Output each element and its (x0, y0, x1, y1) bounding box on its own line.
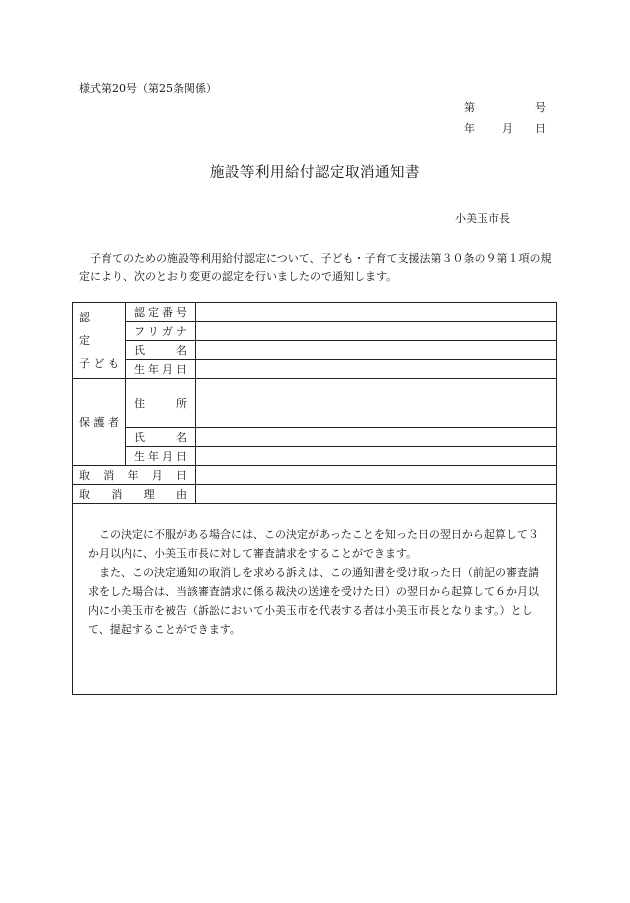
revoke-date-value (196, 466, 557, 485)
guardian-birth-value (196, 447, 557, 466)
revoke-date-label (73, 466, 196, 485)
revoke-date-text: 取消年月日 (79, 469, 187, 482)
child-name-text: 氏名 (134, 344, 187, 357)
document-title: 施設等利用給付認定取消通知書 (210, 165, 420, 181)
certification-table (72, 302, 557, 504)
child-birth-value (196, 360, 557, 379)
child-group-label (73, 303, 126, 379)
cert-number-text: 認定番号 (134, 306, 187, 319)
notice-paragraph-2: また、この決定通知の取消しを求める訴えは、この通知書を受け取った日（前記の審査請求をした場合は、当該審査請求に係る裁決の送達を受けた日）の翌日から起算して６か月以内に小美玉市を被告（訴訟において小美玉市を代表する者は小美玉市長となります。）として、提起することができます。 (88, 566, 539, 636)
child-group-line1: 認 定 (79, 311, 112, 347)
number-prefix: 第 (464, 101, 475, 114)
furigana-value (196, 322, 557, 341)
intro-paragraph: 子育てのための施設等利用給付認定について、子ども・子育て支援法第３０条の９第１項の規定により、次のとおり変更の認定を行いましたので通知します。 (79, 252, 552, 283)
revoke-reason-value (196, 485, 557, 504)
guardian-group-label (73, 379, 126, 466)
child-birth-label (126, 360, 196, 379)
notice-paragraph-1: この決定に不服がある場合には、この決定があったことを知った日の翌日から起算して３か月以内に、小美玉市長に対して審査請求をすることができます。 (88, 528, 539, 560)
guardian-name-text: 氏名 (134, 431, 187, 444)
issuer: 小美玉市長 (455, 212, 510, 225)
revoke-reason-text: 取消理由 (79, 488, 187, 501)
date-year: 年 (464, 122, 475, 135)
child-group-line2: 子ども (79, 357, 119, 370)
address-value (196, 379, 557, 428)
revoke-reason-label (73, 485, 196, 504)
address-text: 住所 (134, 397, 187, 410)
date-month: 月 (502, 122, 513, 135)
guardian-name-value (196, 428, 557, 447)
child-name-label (126, 341, 196, 360)
guardian-group-text: 保護者 (79, 416, 119, 429)
intro-text (79, 250, 559, 286)
cert-number-label (126, 303, 196, 322)
number-suffix: 号 (535, 101, 546, 114)
guardian-birth-text: 生年月日 (134, 450, 187, 463)
form-number: 様式第20号（第25条関係） (79, 82, 217, 95)
furigana-text: フリガナ (134, 325, 187, 338)
guardian-birth-label (126, 447, 196, 466)
furigana-label (126, 322, 196, 341)
address-label (126, 379, 196, 428)
date-day: 日 (535, 122, 546, 135)
appeal-notice (72, 504, 557, 695)
guardian-name-label (126, 428, 196, 447)
child-name-value (196, 341, 557, 360)
child-birth-text: 生年月日 (134, 363, 187, 376)
cert-number-value (196, 303, 557, 322)
